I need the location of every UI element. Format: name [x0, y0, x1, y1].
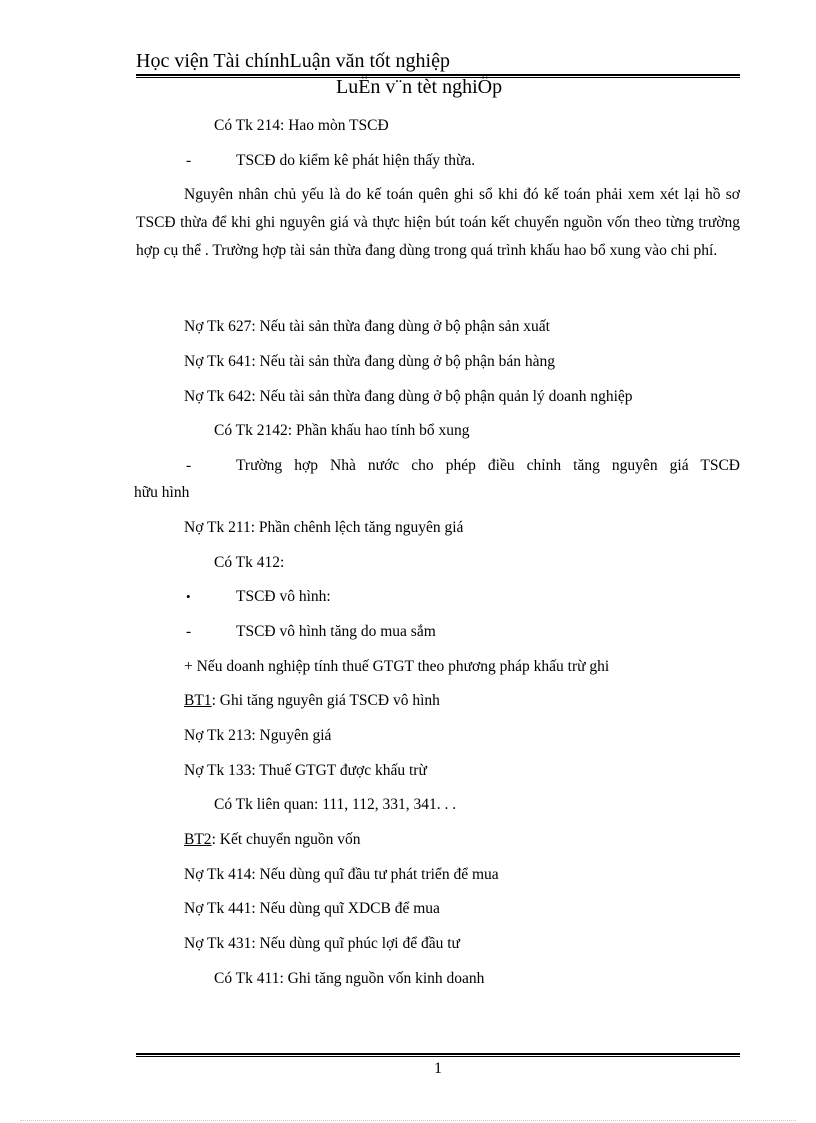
- bt2-heading: [136, 826, 740, 853]
- bt2-label: BT2: [184, 831, 212, 848]
- header-title: Học viện Tài chínhLuận văn tốt nghiệp: [136, 50, 450, 72]
- vat-deduction-note: + Nếu doanh nghiệp tính thuế GTGT theo phương pháp khấu trừ ghi: [184, 657, 610, 675]
- entry-debit-641: Nợ Tk 641: Nếu tài sản thừa đang dùng ở bộ phận bán hàng: [184, 353, 556, 371]
- entry-debit-414: Nợ Tk 414: Nếu dùng quĩ đầu tư phát triển để mua: [184, 865, 499, 883]
- bullet-item-intangible: [136, 583, 740, 610]
- dash-item-continuation: hữu hình: [134, 484, 190, 502]
- dash-item-text: Trường hợp Nhà nước cho phép điều chỉnh tăng nguyên giá TSCĐ: [236, 457, 740, 475]
- dash-item-purchase: [136, 618, 740, 645]
- dash-item-text: TSCĐ do kiểm kê phát hiện thấy thừa.: [236, 151, 476, 169]
- bullet-marker: •: [186, 589, 191, 605]
- bt1-label: BT1: [184, 692, 212, 710]
- bt1-text: : Ghi tăng nguyên giá TSCĐ vô hình: [211, 692, 440, 710]
- entry-credit-related: Có Tk liên quan: 111, 112, 331, 341. . .: [214, 796, 457, 814]
- entry-debit-642: Nợ Tk 642: Nếu tài sản thừa đang dùng ở bộ phận quản lý doanh nghiệp: [184, 387, 633, 405]
- entry-debit-211: Nợ Tk 211: Phần chênh lệch tăng nguyên giá: [184, 518, 464, 536]
- entry-credit-214: Có Tk 214: Hao mòn TSCĐ: [214, 117, 389, 134]
- footer-rule: [136, 1053, 740, 1057]
- page-number: 1: [434, 1060, 442, 1077]
- dash-item-state-adjust: [136, 452, 740, 479]
- entry-credit-412: Có Tk 412:: [214, 553, 285, 571]
- page-edge: [20, 1120, 796, 1121]
- bullet-item-text: TSCĐ vô hình:: [236, 588, 331, 606]
- header-subtitle: LuËn v¨n tèt nghiÖp: [336, 76, 503, 98]
- document-body: [136, 112, 740, 999]
- entry-debit-213: Nợ Tk 213: Nguyên giá: [184, 726, 332, 744]
- entry-debit-431: Nợ Tk 431: Nếu dùng quĩ phúc lợi để đầu tư: [184, 935, 460, 953]
- explanation-paragraph-block: [136, 181, 740, 265]
- bt1-heading: [136, 687, 740, 714]
- dash-item-surplus: [136, 147, 740, 174]
- entry-credit-411: Có Tk 411: Ghi tăng nguồn vốn kinh doanh: [214, 969, 485, 987]
- dash-marker: -: [186, 457, 192, 475]
- dash-item-text: TSCĐ vô hình tăng do mua sắm: [236, 622, 436, 640]
- bt2-text: : Kết chuyển nguồn vốn: [211, 831, 361, 848]
- entry-debit-627: Nợ Tk 627: Nếu tài sản thừa đang dùng ở bộ phận sản xuất: [184, 318, 550, 336]
- dash-marker: -: [186, 151, 192, 169]
- entry-credit-2142: Có Tk 2142: Phần khấu hao tính bổ xung: [214, 422, 470, 440]
- entry-debit-133: Nợ Tk 133: Thuế GTGT được khấu trừ: [184, 761, 427, 779]
- entry-debit-441: Nợ Tk 441: Nếu dùng quĩ XDCB để mua: [184, 900, 440, 918]
- explanation-paragraph: Nguyên nhân chủ yếu là do kế toán quên ghi sổ khi đó kế toán phải xem xét lại hồ sơ TSCĐ thừa để khi ghi nguyên giá và thực hiện bút toán kết chuyển nguồn vốn theo từng trường hợp cụ thể . Trường hợp tài sản thừa đang dùng trong quá trình khấu hao bổ xung vào chi phí.: [136, 186, 740, 260]
- dash-marker: -: [186, 622, 192, 640]
